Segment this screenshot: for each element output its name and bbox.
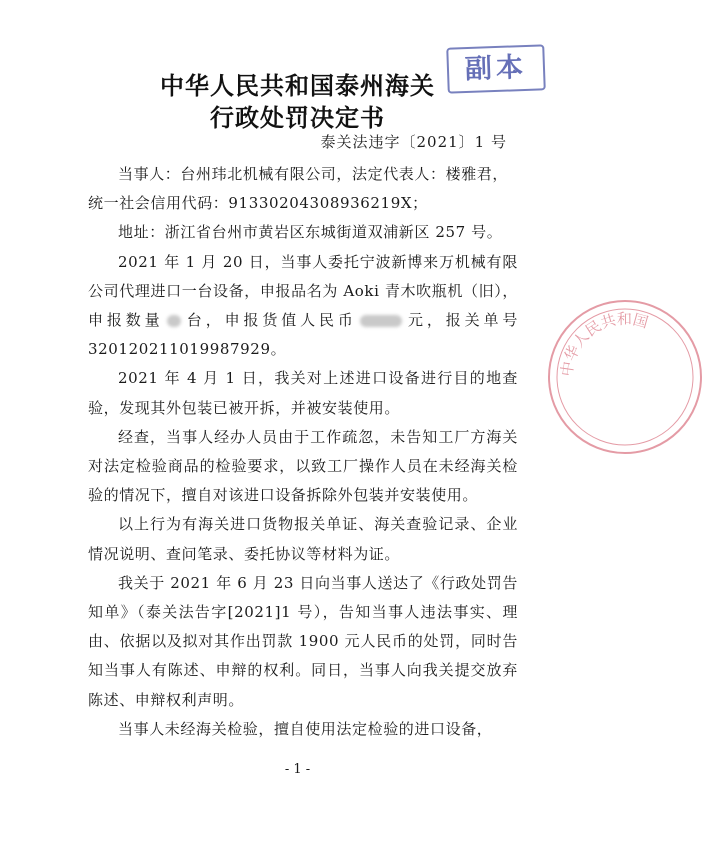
redacted-value [360, 315, 402, 327]
redacted-quantity [167, 315, 181, 327]
party-line-1: 当事人：台州玮北机械有限公司，法定代表人：楼雅君， [118, 165, 509, 183]
svg-text:中华人民共和国 [558, 310, 651, 378]
party-address: 地址：浙江省台州市黄岩区东城街道双浦新区 257 号。 [118, 223, 503, 242]
official-seal [548, 300, 702, 454]
copy-stamp: 副本 [446, 44, 546, 93]
paragraph-conclusion: 当事人未经海关检验，擅自使用法定检验的进口设备， [118, 719, 493, 738]
document-title-line1: 中华人民共和国泰州海关 [160, 71, 435, 100]
document-body [88, 160, 518, 744]
page-number: - 1 - [284, 762, 311, 777]
document-title-line2: 行政处罚决定书 [210, 103, 385, 132]
document-number: 泰关法违字〔2021〕1 号 [320, 133, 507, 151]
seal-graphic [550, 302, 700, 452]
paragraph-import-text-c: 元，报关单号 320120211019987929。 [88, 311, 519, 359]
party-line-2: 统一社会信用代码：91330204308936219X； [88, 194, 428, 213]
paragraph-import-text-b: 台，申报货值人民币 [183, 311, 357, 330]
paragraph-notice: 我关于 2021 年 6 月 23 日向当事人送达了《行政处罚告知单》（泰关法告字[2021]1 号），告知当事人违法事实、理由、依据以及拟对其作出罚款 1900 元人民币的处罚，同时告知当事人有陈述、申辩的权利。同日，当事人向我关提交放弃陈述、申辩权利声明。 [88, 573, 518, 709]
seal-text: 中华人民共和国 [557, 309, 651, 378]
paragraph-import [88, 248, 518, 365]
paragraph-investigation: 经查，当事人经办人员由于工作疏忽，未告知工厂方海关对法定检验商品的检验要求，以致工厂操作人员在未经海关检验的情况下，擅自对该进口设备拆除外包装并安装使用。 [88, 427, 518, 505]
paragraph-inspection: 2021 年 4 月 1 日，我关对上述进口设备进行目的地查验，发现其外包装已被开拆，并被安装使用。 [88, 369, 518, 417]
paragraph-import-text-a: 2021 年 1 月 20 日，当事人委托宁波新博来万机械有限公司代理进口一台设备，申报品名为 Aoki 青木吹瓶机（旧），申报数量 [88, 252, 518, 330]
paragraph-evidence: 以上行为有海关进口货物报关单证、海关查验记录、企业情况说明、查问笔录、委托协议等材料为证。 [88, 515, 518, 563]
